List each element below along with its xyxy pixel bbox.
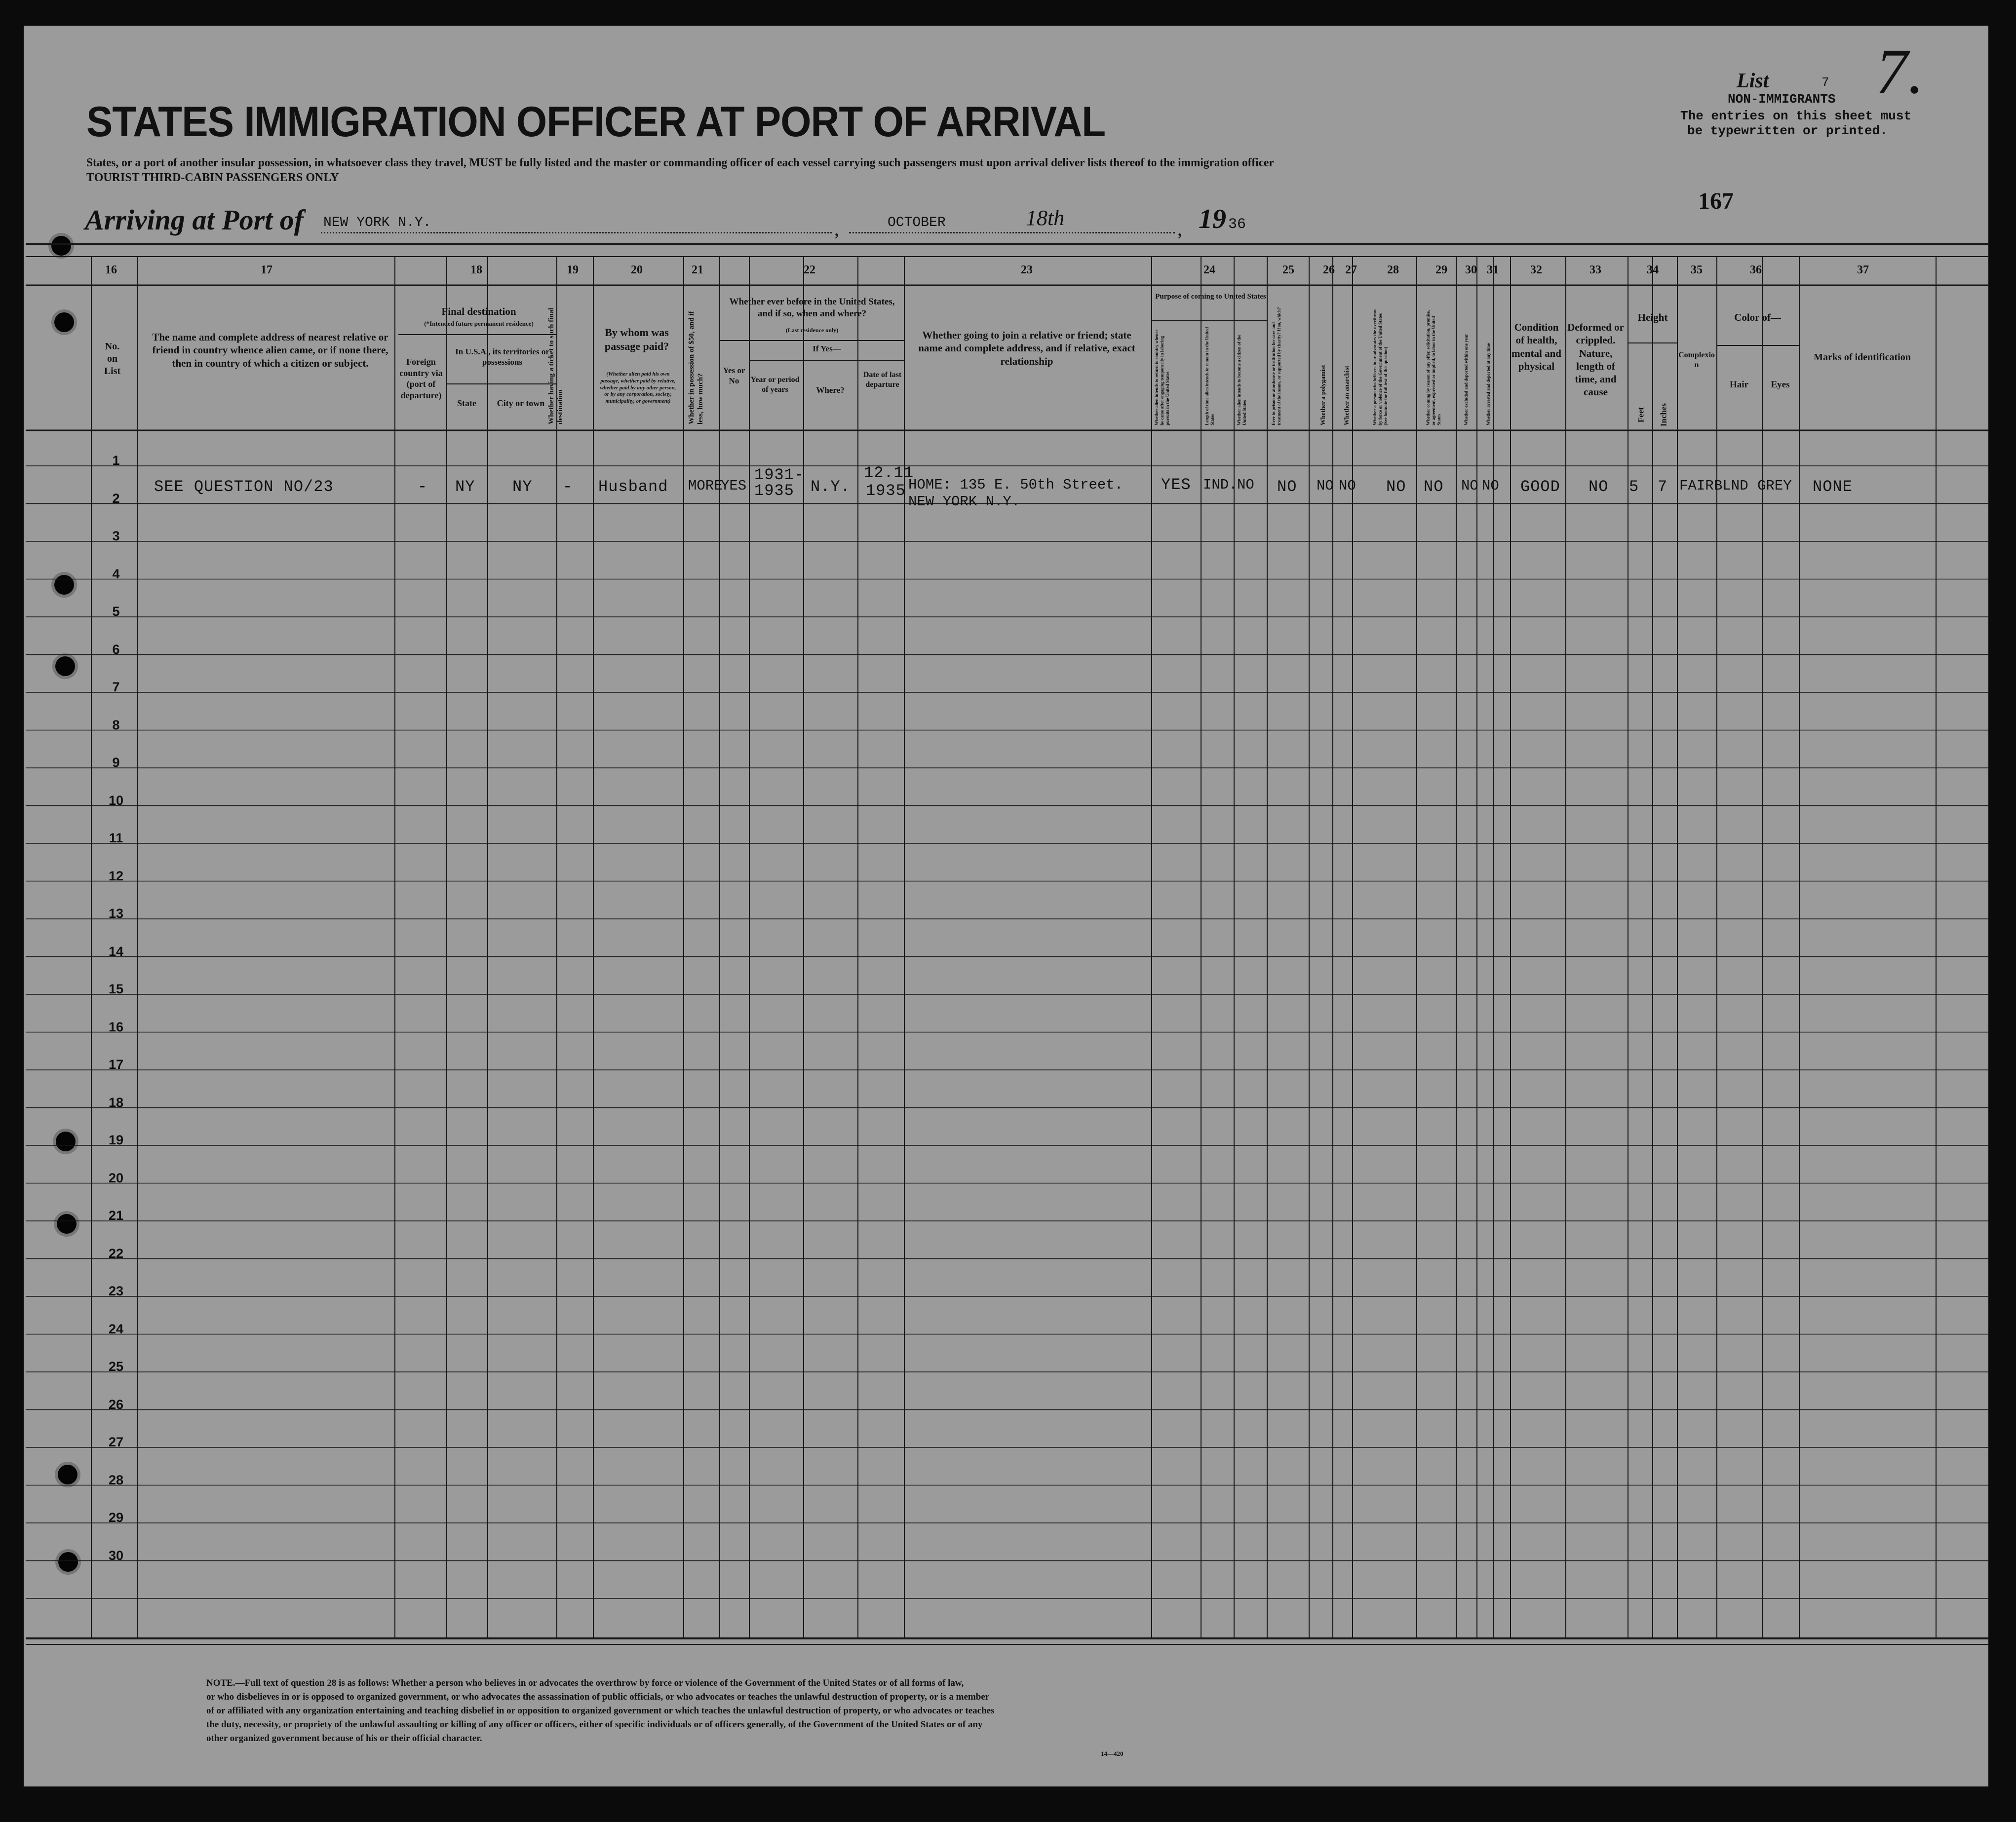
row-number: 3 [112, 529, 120, 543]
month-value: OCTOBER [888, 215, 946, 230]
cell-money: MORE [688, 478, 723, 494]
column-number: 32 [1530, 264, 1542, 276]
row-number: 14 [108, 944, 124, 959]
date-underline [849, 232, 1175, 233]
row-number: 10 [108, 793, 124, 808]
cell-purpose-length: IND. [1203, 477, 1238, 493]
comma-separator: , [1177, 218, 1182, 240]
header-inches: Inches [1659, 403, 1668, 427]
header-ever-in-us: Whether ever before in the United States, and if so, when and where? [729, 297, 895, 319]
header-join-relative: Whether going to join a relative or friend; state name and complete address, and if relative, exact relationship [918, 329, 1135, 367]
column-number: 24 [1203, 264, 1215, 276]
header-color-of: Color of— [1734, 311, 1781, 323]
day-value: 18th [1026, 206, 1065, 230]
header-feet: Feet [1636, 407, 1646, 423]
column-number: 17 [261, 264, 272, 276]
cell-anarchist: NO [1339, 478, 1356, 494]
row-number: 16 [108, 1019, 124, 1034]
row-number: 21 [108, 1208, 124, 1223]
row-number: 29 [108, 1510, 124, 1525]
cell-polygamist: NO [1317, 478, 1334, 494]
header-in-usa: In U.S.A., its territories or possessions [455, 347, 549, 367]
list-label: List [1737, 70, 1769, 92]
column-number: 21 [692, 264, 703, 276]
row-number: 18 [108, 1095, 124, 1110]
arriving-label: Arriving at Port of [85, 204, 304, 236]
cell-ticket: - [563, 478, 573, 496]
row-number: 15 [108, 982, 124, 996]
cell-q29: NO [1424, 478, 1444, 496]
column-number: 20 [631, 264, 643, 276]
header-polygamist: Whether a polygamist [1319, 365, 1326, 425]
header-no-on-list: No. on List [104, 341, 121, 377]
header-q29: Whether coming by reason of any offer, solicitation, promise, or agreement, expressed or implied, to labor in the United States [1426, 310, 1441, 425]
column-number: 19 [567, 264, 579, 276]
header-state: State [457, 398, 476, 408]
header-passage-paid-note: (Whether alien paid his own passage, whether paid by relative, whether paid by any other person, or by any corporation, society, municipality, or government) [600, 371, 676, 404]
row-number: 8 [112, 717, 120, 732]
port-value: NEW YORK N.Y. [323, 215, 431, 230]
handwritten-list-number: 7. [1876, 36, 1924, 107]
header-final-destination-note: (*Intended future permanent residence) [424, 320, 534, 327]
column-number: 22 [804, 264, 815, 276]
row-number: 19 [108, 1133, 124, 1147]
cell-purpose-return: YES [1161, 476, 1191, 494]
row-number: 17 [108, 1057, 124, 1072]
header-city: City or town [497, 398, 545, 408]
footnote-line: of or affiliated with any organization entertaining and teaching disbelief in or opposition to organized government or which teaches the unlawful destruction of property, or who advocates or teaches [206, 1706, 995, 1716]
header-deformed: Deformed or crippled. Nature, length of time, and cause [1567, 321, 1624, 398]
cell-marks: NONE [1813, 478, 1853, 496]
header-health: Condition of health, mental and physical [1512, 321, 1561, 372]
cell-q31: NO [1482, 478, 1499, 494]
row-number: 1 [112, 453, 120, 468]
header-final-destination: Final destination [441, 305, 516, 317]
header-instructions: States, or a port of another insular possession, in whatsoever class they travel, MUST be fully listed and the master or commanding officer of each vessel carrying such passengers must upon arrival deliver lists thereof to the immigration officer [86, 156, 1274, 169]
header-anarchist: Whether an anarchist [1343, 366, 1350, 425]
cell-complexion: FAIR [1679, 478, 1714, 494]
cell-date-departure: 12.11 [864, 464, 914, 482]
header-class-note: TOURIST THIRD-CABIN PASSENGERS ONLY [86, 171, 339, 184]
header-purpose: Purpose of coming to United States [1155, 293, 1266, 301]
header-ever-in-us-note: (Last residence only) [785, 327, 839, 334]
row-number: 25 [108, 1359, 124, 1374]
row-number: 27 [108, 1435, 124, 1449]
header-q28: Whether a person who believes in or advocates the overthrow by force or violence of the Government of the United States (See footnote for full text of this question) [1372, 309, 1388, 425]
header-date-departure: Date of last departure [863, 371, 902, 389]
header-where: Where? [816, 385, 845, 395]
cell-q28: NO [1386, 478, 1406, 496]
comma-separator: , [834, 218, 839, 240]
cell-state: NY [455, 478, 475, 496]
column-number: 28 [1387, 264, 1399, 276]
row-number: 11 [109, 831, 123, 845]
cell-feet: 5 [1629, 478, 1639, 496]
header-passage-paid: By whom was passage paid? [604, 326, 669, 352]
column-number: 31 [1487, 264, 1499, 276]
column-number: 26 [1323, 264, 1335, 276]
typewritten-note: The entries on this sheet must [1680, 109, 1912, 123]
cell-relative-address: SEE QUESTION NO/23 [154, 478, 334, 496]
row-number: 5 [112, 604, 120, 619]
cell-purpose-citizen: NO [1237, 477, 1254, 493]
header-relative-address: The name and complete address of nearest relative or friend in country whence alien came, or if none there, then in country of which a citizen or subject. [152, 331, 388, 369]
column-number: 16 [105, 264, 117, 276]
year-prefix: 19 [1199, 204, 1226, 234]
header-prison: Ever in prison or almshouse or institution for care and treatment of the insane, or supported by charity? If so, which? [1271, 307, 1281, 425]
footnote-line: other organized government because of his or their official character. [206, 1733, 482, 1744]
cell-health: GOOD [1520, 478, 1560, 496]
cell-eyes: GREY [1757, 478, 1792, 494]
column-number: 29 [1435, 264, 1447, 276]
header-eyes: Eyes [1771, 380, 1790, 390]
cell-deformed: NO [1589, 478, 1609, 496]
column-number: 33 [1590, 264, 1601, 276]
year-suffix: 36 [1228, 216, 1246, 233]
cell-year-period: 1931- [754, 466, 805, 484]
column-number: 35 [1691, 264, 1703, 276]
cell-before-yes-no: YES [721, 478, 747, 494]
header-purpose-length: Length of time alien intends to remain in the United States [1204, 327, 1215, 425]
header-year: Year or period of years [750, 376, 800, 394]
header-complexion: Complexion [1678, 351, 1715, 369]
header-if-yes: If Yes— [813, 344, 841, 353]
typewritten-note: be typewritten or printed. [1687, 123, 1888, 138]
row-number: 28 [108, 1472, 124, 1487]
footnote-line: NOTE.—Full text of question 28 is as follows: Whether a person who believes in or advocates the overthrow by force or violence of the Government of the United States or of all forms of law, [206, 1678, 964, 1688]
header-hair: Hair [1730, 380, 1748, 390]
row-number: 7 [112, 680, 120, 694]
header-q30: Whether excluded and deported within one year [1464, 334, 1469, 425]
column-number: 30 [1465, 264, 1477, 276]
column-number: 37 [1857, 264, 1869, 276]
footnote-line: or who disbelieves in or is opposed to organized government, or who advocates the assassination of public officials, or who advocates or teaches the unlawful destruction of property, or is a member [206, 1692, 990, 1702]
cell-inches: 7 [1658, 478, 1668, 496]
row-number: 24 [108, 1321, 124, 1336]
column-number: 36 [1750, 264, 1762, 276]
header-height: Height [1637, 311, 1668, 323]
column-number: 27 [1345, 264, 1357, 276]
row-number: 23 [108, 1284, 124, 1298]
row-number: 2 [112, 491, 120, 506]
cell-passage-paid: Husband [598, 478, 668, 496]
header-purpose-citizen: Whether alien intends to become a citizen of the United States [1237, 335, 1247, 425]
form-number: 14—420 [1101, 1750, 1124, 1757]
header-purpose-return: Whether alien intends to return to country whence he came after engaging temporarily in laboring pursuits in the United States [1154, 329, 1170, 425]
row-number: 20 [108, 1170, 124, 1185]
port-underline [321, 232, 832, 233]
header-ticket: Whether having a ticket to such final destination [547, 307, 564, 424]
row-number: 30 [108, 1548, 124, 1563]
row-number: 4 [112, 566, 120, 581]
column-number: 23 [1021, 264, 1033, 276]
row-number: 12 [108, 868, 124, 883]
header-marks: Marks of identification [1814, 352, 1911, 363]
cell-year-period: 1935 [754, 482, 794, 500]
list-category: NON-IMMIGRANTS [1728, 92, 1836, 107]
row-number: 13 [108, 906, 124, 921]
header-fifty-dollars: Whether in possession of $50, and if less, how much? [688, 311, 704, 424]
row-number: 9 [112, 755, 120, 770]
header-foreign-country: Foreign country via (port of departure) [399, 357, 443, 400]
cell-foreign-country: - [418, 478, 428, 496]
cell-join-relative: NEW YORK N.Y. [908, 493, 1020, 510]
cell-date-departure: 1935 [866, 482, 906, 500]
page-number: 167 [1698, 188, 1734, 214]
cell-where: N.Y. [811, 478, 851, 496]
cell-q30: NO [1461, 478, 1478, 494]
footnote-line: the duty, necessity, or propriety of the unlawful assaulting or killing of any officer or officers, either of specific individuals or of officers generally, of the Government of the United States or of any [206, 1719, 983, 1730]
cell-prison: NO [1277, 478, 1297, 496]
row-number: 6 [112, 642, 120, 657]
cell-join-relative: HOME: 135 E. 50th Street. [908, 477, 1124, 493]
row-number: 22 [108, 1246, 124, 1261]
header-yes-or-no: Yes or No [723, 366, 745, 386]
page-title: STATES IMMIGRATION OFFICER AT PORT OF ARRIVAL [86, 98, 1106, 146]
row-number: 26 [108, 1397, 124, 1412]
cell-city: NY [512, 478, 533, 496]
list-number: 7 [1822, 75, 1829, 90]
cell-hair: BLND [1714, 478, 1748, 494]
header-q31: Whether arrested and deported at any time [1486, 343, 1491, 425]
column-number: 34 [1647, 264, 1659, 276]
column-number: 25 [1282, 264, 1294, 276]
column-number: 18 [470, 264, 482, 276]
